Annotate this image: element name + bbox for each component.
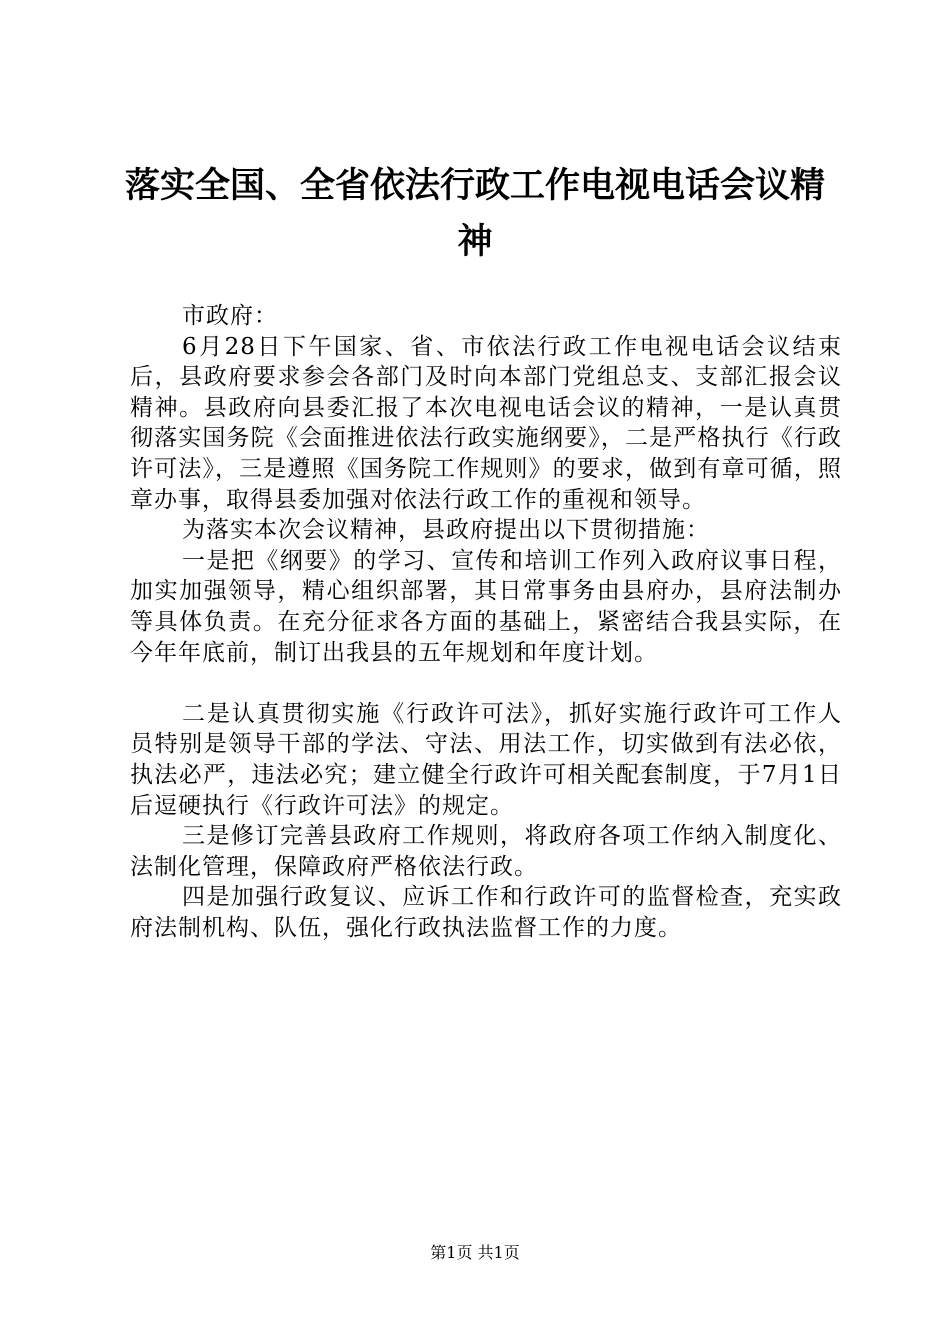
paragraph-4: 二是认真贯彻实施《行政许可法》，抓好实施行政许可工作人员特别是领导干部的学法、守法、用法工作，切实做到有法必依，执法必严，违法必究；建立健全行政许可相关配套制度，于7月1日后逗硬执行《行政许可法》的规定。 — [130, 700, 842, 819]
paragraph-6: 四是加强行政复议、应诉工作和行政许可的监督检查，充实政府法制机构、队伍，强化行政执法监督工作的力度。 — [130, 884, 842, 941]
paragraph-1: 6月28日下午国家、省、市依法行政工作电视电话会议结束后，县政府要求参会各部门及时向本部门党组总支、支部汇报会议精神。县政府向县委汇报了本次电视电话会议的精神，一是认真贯彻落实国务院《会面推进依法行政实施纲要》，二是严格执行《行政许可法》，三是遵照《国务院工作规则》的要求，做到有章可循，照章办事，取得县委加强对依法行政工作的重视和领导。 — [130, 333, 842, 513]
paragraph-2: 为落实本次会议精神，县政府提出以下贯彻措施： — [182, 517, 710, 544]
paragraph-3: 一是把《纲要》的学习、宣传和培训工作列入政府议事日程，加实加强领导，精心组织部署，其日常事务由县府办，县府法制办等具体负责。在充分征求各方面的基础上，紧密结合我县实际，在今年年底前，制订出我县的五年规划和年度计划。 — [130, 547, 842, 666]
document-title: 落实全国、全省依法行政工作电视电话会议精神 — [124, 166, 825, 262]
page-footer: 第1页 共1页 — [430, 1243, 520, 1262]
paragraph-5: 三是修订完善县政府工作规则，将政府各项工作纳入制度化、法制化管理，保障政府严格依法行政。 — [130, 823, 842, 880]
document-body — [130, 301, 842, 943]
salutation: 市政府： — [182, 303, 278, 329]
